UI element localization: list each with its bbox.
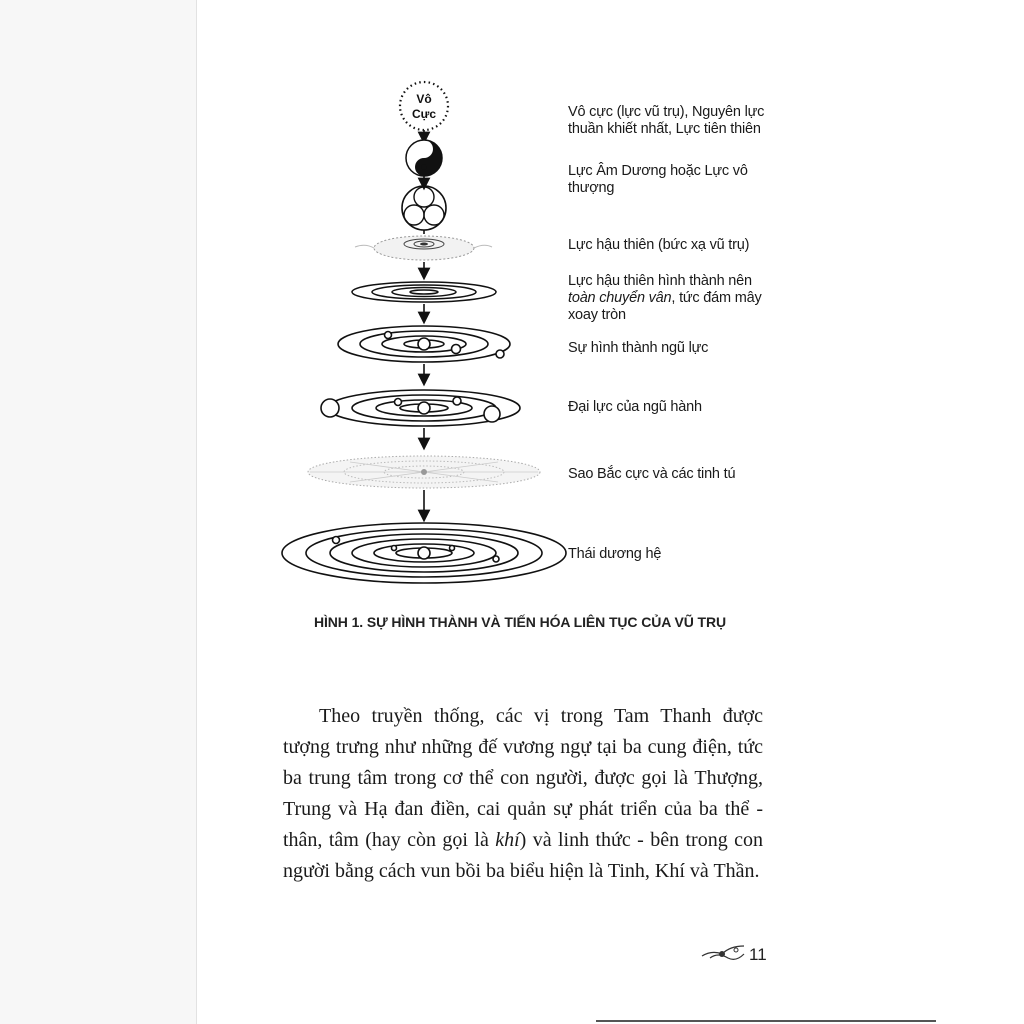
label-xoay-tron bbox=[568, 273, 778, 324]
three-circles bbox=[402, 186, 446, 230]
page-gutter-line bbox=[196, 0, 197, 1024]
label-bac-cuc bbox=[568, 466, 778, 483]
vo-cuc-circle bbox=[400, 82, 448, 130]
page-bottom-edge bbox=[596, 1020, 936, 1022]
label-text: Sự hình thành ngũ lực bbox=[568, 340, 709, 356]
paragraph-text-end: ) và linh thức - bên trong con người bằng cách vun bồi ba biểu hiện là Tinh, Khí và Thần. bbox=[283, 829, 763, 882]
page-number: 11 bbox=[749, 945, 767, 964]
label-text: thượng bbox=[568, 180, 615, 196]
paragraph bbox=[283, 701, 763, 887]
page-ornament-icon bbox=[700, 940, 748, 964]
label-text: Đại lực của ngũ hành bbox=[568, 399, 702, 415]
body-paragraph bbox=[283, 701, 763, 887]
cosmic-evolution-figure bbox=[270, 70, 570, 590]
yin-yang-icon bbox=[406, 140, 442, 176]
vo-cuc-label-2: Cực bbox=[411, 107, 437, 121]
cosmic-radiation-cloud bbox=[355, 236, 492, 260]
label-text: Vô cực (lực vũ trụ), Nguyên lực bbox=[568, 104, 765, 120]
page-gutter bbox=[0, 0, 196, 1024]
paragraph-italic: khí bbox=[495, 829, 520, 851]
solar-system-rings bbox=[282, 523, 566, 583]
figure-caption bbox=[0, 614, 1024, 630]
label-italic-text: toàn chuyển vân bbox=[568, 290, 672, 306]
label-text: Lực Âm Dương hoặc Lực vô bbox=[568, 163, 748, 179]
label-text bbox=[568, 290, 778, 307]
label-text: Lực hậu thiên hình thành nên bbox=[568, 273, 752, 289]
five-forces-rings bbox=[338, 326, 510, 362]
vo-cuc-label-1: Vô bbox=[416, 92, 432, 106]
label-hau-thien bbox=[568, 237, 778, 254]
figure-caption-text: HÌNH 1. SỰ HÌNH THÀNH VÀ TIẾN HÓA LIÊN TỤC CỦA VŨ TRỤ bbox=[313, 614, 727, 630]
five-elements-rings bbox=[321, 390, 520, 426]
label-am-duong bbox=[568, 163, 778, 197]
label-text: xoay tròn bbox=[568, 307, 626, 323]
label-thai-duong bbox=[568, 546, 778, 563]
label-text: Sao Bắc cực và các tinh tú bbox=[568, 466, 736, 482]
label-vo-cuc bbox=[568, 104, 778, 138]
spiral-cloud bbox=[352, 282, 496, 302]
paragraph-text: Theo truyền thống, các vị trong Tam Thanh được tượng trưng như những đế vương ngự tại ba cung điện, tức ba trung tâm trong cơ thể con người, được gọi là Thượng, Trung và Hạ đan điền, cai quản sự phát triển của ba thể - thân, tâm (hay còn gọi là bbox=[283, 705, 763, 851]
label-ngu-luc bbox=[568, 340, 778, 357]
label-text-rest: , tức đám mây bbox=[671, 290, 762, 306]
label-text: Thái dương hệ bbox=[568, 546, 662, 562]
label-ngu-hanh bbox=[568, 399, 778, 416]
label-text: Lực hậu thiên (bức xạ vũ trụ) bbox=[568, 237, 750, 253]
north-star-disc bbox=[308, 456, 540, 488]
label-text: thuần khiết nhất, Lực tiên thiên bbox=[568, 121, 761, 137]
